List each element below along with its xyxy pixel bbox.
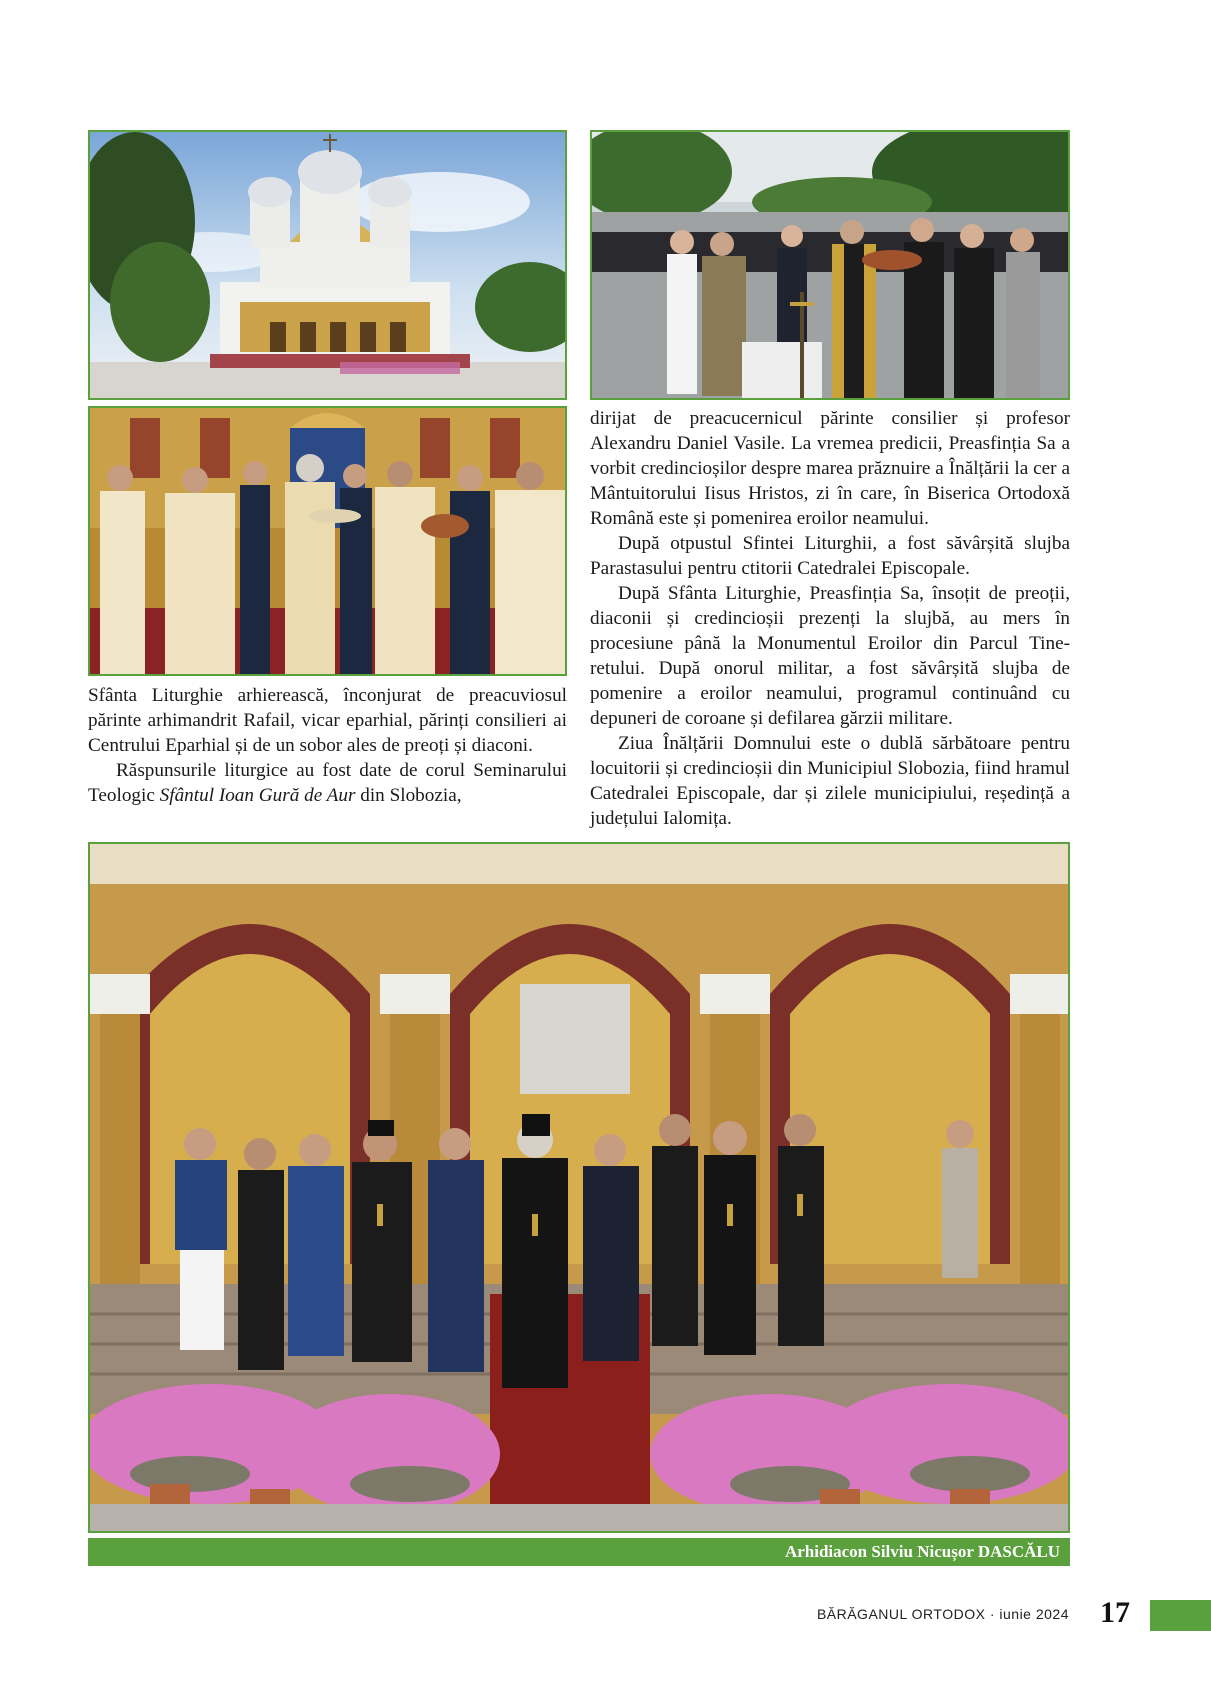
article-column-right bbox=[590, 406, 1070, 831]
interior-liturgy-illustration bbox=[90, 408, 565, 674]
photo-interior-liturgy bbox=[88, 406, 567, 676]
author-name: Arhidiacon Silviu Nicușor DASCĂLU bbox=[784, 1542, 1060, 1561]
paragraph: Ziua Înălțării Domnului este o dublă sărbătoare pentru locuitorii și credincioșii din Municipiul Slobozia, fiind hramul Catedralei Episcopale, dar și zilele municipiului, reședință a județului Ialomița. bbox=[590, 733, 1070, 829]
seminary-name: Sfântul Ioan Gură de Aur bbox=[159, 785, 356, 806]
group-portrait-illustration bbox=[90, 844, 1068, 1531]
paragraph: După otpustul Sfintei Liturghii, a fost săvârșită slujba Parastasului pentru ctitorii Catedralei Episcopale. bbox=[590, 533, 1070, 579]
photo-outdoor-ceremony bbox=[590, 130, 1070, 400]
article-column-left bbox=[88, 683, 567, 808]
paragraph: dirijat de preacucernicul părinte consilier și profesor Alexandru Daniel Vasile. La vremea predicii, Preasfinția Sa a vorbit credincioșilor despre marea prăznuire a Înălțării la cer a Mântuitorului Iisus Hristos, zi în care, în Biserica Ortodoxă Română este și pomenirea eroilor neamului. bbox=[590, 408, 1070, 529]
footer-publication: BĂRĂGANUL ORTODOX · iunie 2024 bbox=[816, 1606, 1069, 1622]
paragraph: Sfânta Liturghie arhierească, înconjurat de preacuviosul părinte arhimandrit Rafail, vicar eparhial, părinți consilieri ai Centrului Eparhial și de un sobor ales de preoți și diaconi. bbox=[88, 685, 567, 756]
paragraph: După Sfânta Liturghie, Preasfinția Sa, însoțit de preoții, diaconii și credincioșii prezenți la slujbă, au mers în procesiune până la Monumentul Eroilor din Parcul Tineretului. După onorul militar, a fost săvârșită slujba de pomenire a eroilor neamului, programul continuând cu depuneri de coroane și defilarea gărzii militare. bbox=[590, 583, 1070, 729]
page-tab-decoration bbox=[1150, 1600, 1211, 1631]
cathedral-exterior-illustration bbox=[90, 132, 565, 398]
photo-cathedral-exterior bbox=[88, 130, 567, 400]
page-number: 17 bbox=[1100, 1596, 1130, 1629]
outdoor-ceremony-illustration bbox=[592, 132, 1068, 398]
author-credit-bar bbox=[88, 1538, 1070, 1566]
photo-group-portrait bbox=[88, 842, 1070, 1533]
text-run: din Slobozia, bbox=[355, 785, 462, 806]
paragraph bbox=[88, 758, 567, 808]
text-run: Răspunsurile liturgice au fost date de corul Seminarului Teologic bbox=[88, 760, 567, 806]
